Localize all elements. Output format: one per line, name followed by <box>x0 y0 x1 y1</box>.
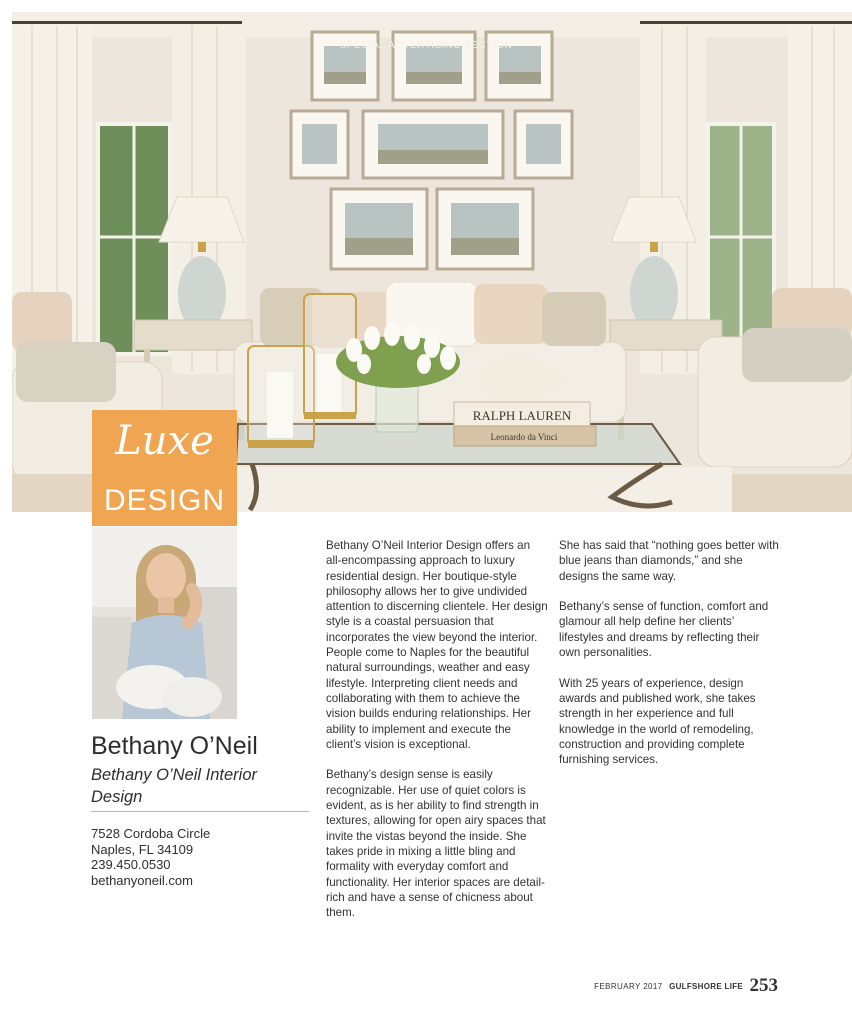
article-column-1 <box>326 538 548 936</box>
article-paragraph: She has said that “nothing goes better with blue jeans than diamonds,” and she designs the same way. <box>559 539 779 583</box>
page-number: 253 <box>749 975 778 996</box>
article-paragraph: Bethany O’Neil Interior Design offers an all-encompassing approach to luxury residential design. Her boutique-style philosophy allows her to give undivided attention to discerning clientele. Her design style is a coastal persuasion that incorporates the view beyond the interior. People come to Naples for the beautiful natural surroundings, weather and easy lifestyle. Interpreting client needs and collaborating with them to achieve the vision builds enduring relationships. Her ability to implement and execute the client’s vision is exceptional. <box>326 539 548 751</box>
section-label: SPECIAL ADVERTISING SECTION <box>339 40 513 51</box>
address-line1: 7528 Cordoba Circle <box>91 826 211 841</box>
article-column-2 <box>559 538 781 783</box>
article-paragraph: Bethany’s sense of function, comfort and glamour all help define her clients’ lifestyles and dreams by reflecting their own personalities. <box>559 600 769 660</box>
badge-word: DESIGN <box>103 484 226 517</box>
contact-info <box>91 826 210 888</box>
book-title-1: RALPH LAUREN <box>472 408 572 423</box>
book-title-2: Leonardo da Vinci <box>490 432 558 442</box>
divider <box>91 811 309 812</box>
phone: 239.450.0530 <box>91 857 171 872</box>
designer-name: Bethany O’Neil <box>91 732 258 760</box>
designer-portrait <box>92 527 237 719</box>
badge-script: Luxe <box>115 418 214 464</box>
address-line2: Naples, FL 34109 <box>91 841 194 857</box>
page-footer <box>594 975 778 997</box>
article-paragraph: With 25 years of experience, design awards and published work, she takes strength in her experience and full knowledge in the world of remodeling, construction and providing complete furnishing services. <box>559 676 756 767</box>
article-paragraph: Bethany’s design sense is easily recognizable. Her use of quiet colors is evident, as is her ability to find strength in textures, allowing for open airy spaces that invite the vistas beyond the inside. She takes pride in mixing a little bling and formality with everyday comfort and functionality. Her interior spaces are detail-rich and have a sense of chicness about them. <box>326 768 546 920</box>
magazine-name: GULFSHORE LIFE <box>669 982 744 991</box>
issue-date: FEBRUARY 2017 <box>594 982 663 991</box>
website-link[interactable]: bethanyoneil.com <box>91 872 193 888</box>
company-name: Bethany O’Neil Interior Design <box>91 766 257 806</box>
luxe-design-badge <box>92 410 237 526</box>
